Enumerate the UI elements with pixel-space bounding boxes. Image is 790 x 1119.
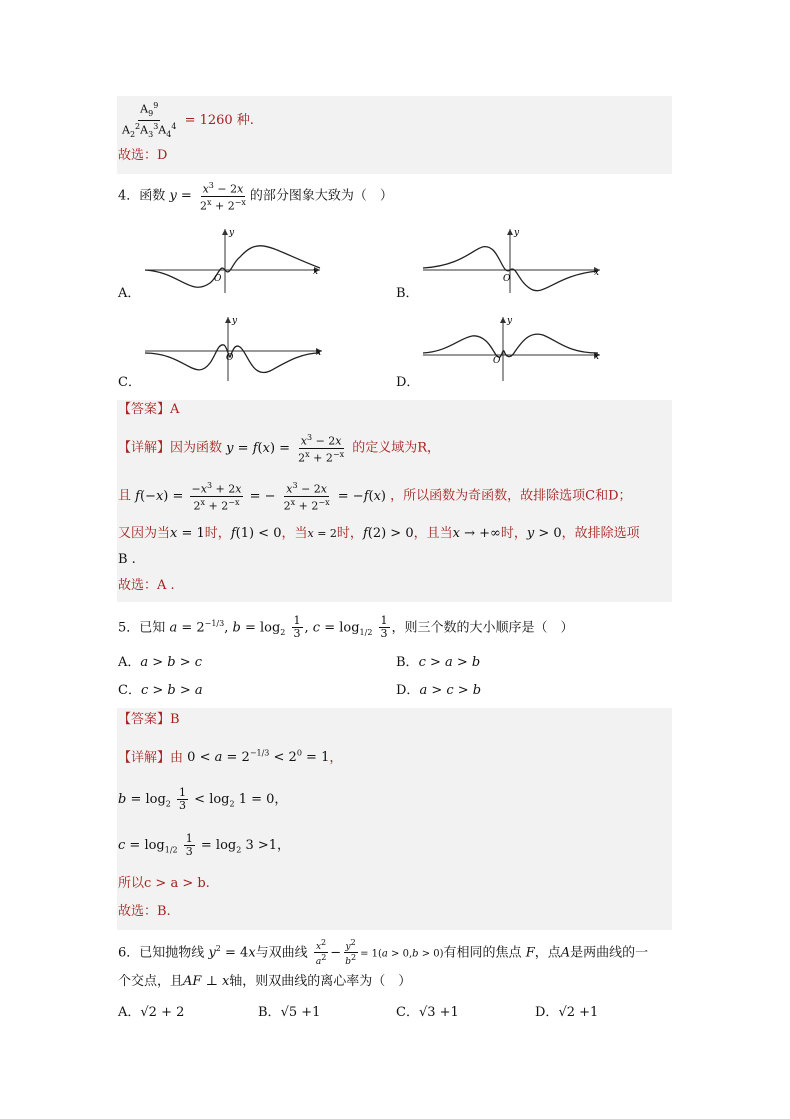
- option-label: B．: [258, 1005, 281, 1020]
- option-label: B．: [396, 655, 419, 670]
- q5-option-d[interactable]: [396, 682, 481, 700]
- q4-conclusion: 故选：A .: [118, 578, 175, 593]
- option-label: A．: [118, 1005, 141, 1020]
- q6-stem-text: 轴，则双曲线的离心率为（ ）: [229, 974, 412, 989]
- q5-detail-text: 由: [170, 750, 184, 766]
- q5-stem-prefix: 已知: [139, 620, 166, 636]
- q5-conclusion: 故选：B.: [118, 904, 171, 919]
- graph-a: [140, 225, 330, 295]
- q4-stem-prefix: 函数: [139, 188, 166, 204]
- option-label: A．: [118, 655, 141, 670]
- q5-detail-line-1: 【详解】由 $0 < a = 2^{-1/3} < 2^0 = 1$，: [118, 749, 343, 766]
- prev-result: = 1260 种.: [184, 112, 254, 128]
- graph-a-x-label: x: [313, 267, 319, 277]
- q6-stem-text: ，点: [534, 945, 561, 961]
- graph-a-y-label: y: [229, 228, 235, 238]
- q5-option-c[interactable]: [118, 682, 203, 700]
- graph-d: [418, 313, 608, 383]
- q5-option-a[interactable]: [118, 654, 202, 672]
- q4-detail-line-1: 【详解】因为函数 y = f(x) = $\frac{x^3 - 2x}{2^x + 2^{-x}}$ 的定义域为R，: [118, 433, 441, 465]
- q4-number: 4．: [118, 188, 140, 204]
- q6-stem-line-1: 6．已知抛物线 $y^2 = 4x$与双曲线 $\frac{x^2}{a^2}$ − $\frac{y^2}{b^2}$ = 1(a > 0,b > 0)有相同的焦点 F，点A是两曲线的一: [118, 938, 649, 968]
- q4-detail-text: ，当: [281, 526, 308, 541]
- option-text: a > c > b: [419, 683, 482, 698]
- q5-stem-suffix: ，则三个数的大小顺序是（ ）: [391, 620, 574, 636]
- q6-number: 6．: [118, 945, 140, 961]
- option-label: D．: [535, 1005, 559, 1020]
- q6-stem-text: 已知抛物线: [139, 945, 205, 961]
- option-label: C．: [118, 683, 141, 698]
- q6-stem-text: 是两曲线的一: [570, 945, 649, 961]
- q4-detail-text: 时，: [336, 526, 363, 541]
- q6-stem-line-2: 个交点，且AF ⊥ x轴，则双曲线的离心率为（ ）: [118, 974, 412, 989]
- q5-stem: 5．已知 $a = 2^{-1/3}$, $b = \log_2$ $\frac{1}{3}$ , $c = \log_{1/2}$ $\frac{1}{3}$ ，则三个数的大小顺序是（ ）: [118, 614, 574, 641]
- graph-d-origin: O: [493, 356, 501, 366]
- q4-option-b[interactable]: B．: [396, 286, 419, 301]
- graph-b-origin: O: [503, 274, 511, 284]
- q4-detail-text: 又因为当: [118, 526, 171, 541]
- q6-option-c[interactable]: [396, 1004, 459, 1022]
- q4-stem: 4．函数 y = $\frac{x^3 - 2x}{2^x + 2^{-x}}$ 的部分图象大致为（ ）: [118, 181, 393, 213]
- prev-result-line: [118, 100, 254, 141]
- q5-answer-line: [118, 710, 180, 730]
- q5-answer: B: [170, 712, 180, 727]
- q4-detail-tag: 【详解】: [118, 440, 171, 456]
- q4-detail-line-2: 且 f(−x) = $\frac{-x^3 + 2x}{2^x + 2^{-x}}$ = − $\frac{x^3 - 2x}{2^x + 2^{-x}}$ = −f(x) ，所以函数为奇函数，故排除选项C和D；: [118, 481, 632, 513]
- q4-option-c[interactable]: C．: [118, 375, 141, 390]
- graph-c-x-label: x: [316, 348, 322, 358]
- q5-detail-tag: 【详解】: [118, 750, 171, 766]
- option-text: a > b > c: [140, 655, 203, 670]
- q5-detail-line-3: $c = \log_{1/2}$ $\frac{1}{3}$ = $\log_2 3 >1$，: [118, 832, 291, 858]
- graph-a-origin: O: [214, 274, 222, 284]
- q4-detail-text: ，故排除选项: [561, 526, 640, 541]
- graph-c-origin: O: [226, 353, 234, 363]
- q5-solution-block: [117, 708, 672, 930]
- graph-c: [140, 313, 330, 383]
- graph-b-y-label: y: [514, 228, 520, 238]
- q5-option-b[interactable]: [396, 654, 480, 672]
- q4-detail-text: 因为函数: [170, 440, 223, 456]
- q4-detail-text: 且: [118, 488, 132, 504]
- q5-detail-line-2: $b = \log_2$ $\frac{1}{3}$ < $\log_2 1 = 0$，: [118, 786, 288, 812]
- option-text: √5 +1: [280, 1005, 321, 1020]
- q4-detail-line-4: B .: [118, 552, 136, 567]
- graph-b: [418, 225, 608, 295]
- arrangement-fraction: $\frac{A_9^9}{A_2^2A_3^3A_4^4}$: [122, 101, 177, 139]
- option-text: √2 + 2: [140, 1005, 185, 1020]
- graph-b-x-label: x: [594, 268, 600, 278]
- q5-answer-tag: 【答案】: [118, 712, 171, 727]
- q6-stem-text: 有相同的焦点: [443, 945, 522, 961]
- q6-option-a[interactable]: [118, 1004, 184, 1022]
- q6-option-d[interactable]: [535, 1004, 598, 1022]
- q4-detail-text: 时，: [204, 526, 231, 541]
- q6-stem-text: 个交点，且: [118, 974, 184, 989]
- q4-function-fraction: $\frac{x^3 - 2x}{2^x + 2^{-x}}$: [199, 181, 246, 213]
- graph-d-x-label: x: [594, 352, 600, 362]
- q4-stem-suffix: 的部分图象大致为（ ）: [249, 188, 393, 204]
- prev-conclusion: 故选：D: [118, 148, 168, 163]
- option-label: C．: [396, 1005, 419, 1020]
- q4-answer-line: [118, 400, 179, 420]
- graph-d-y-label: y: [507, 316, 513, 326]
- q4-detail-line-3: 又因为当x = 1时，f(1) < 0，当x = 2时，f(2) > 0，且当x → +∞时，y > 0，故排除选项: [118, 526, 640, 541]
- option-text: √3 +1: [418, 1005, 459, 1020]
- option-label: D．: [396, 683, 420, 698]
- q4-detail-text: ，且当: [413, 526, 453, 541]
- q6-option-b[interactable]: [258, 1004, 320, 1022]
- graph-c-y-label: y: [232, 316, 238, 326]
- q4-option-d[interactable]: D．: [396, 375, 420, 390]
- q6-stem-text: 与双曲线: [255, 945, 308, 961]
- q4-detail-text: 时，: [500, 526, 527, 541]
- q4-answer: A: [170, 402, 180, 417]
- q5-detail-final: 所以c > a > b.: [118, 876, 210, 891]
- option-text: c > a > b: [418, 655, 481, 670]
- q4-option-a[interactable]: A．: [118, 286, 141, 301]
- q4-answer-tag: 【答案】: [118, 402, 171, 417]
- q4-detail-text: 的定义域为R，: [352, 440, 441, 456]
- q4-detail-text: ，所以函数为奇函数，故排除选项C和D；: [390, 488, 632, 504]
- q5-number: 5．: [118, 620, 140, 636]
- option-text: √2 +1: [558, 1005, 599, 1020]
- option-text: c > b > a: [140, 683, 203, 698]
